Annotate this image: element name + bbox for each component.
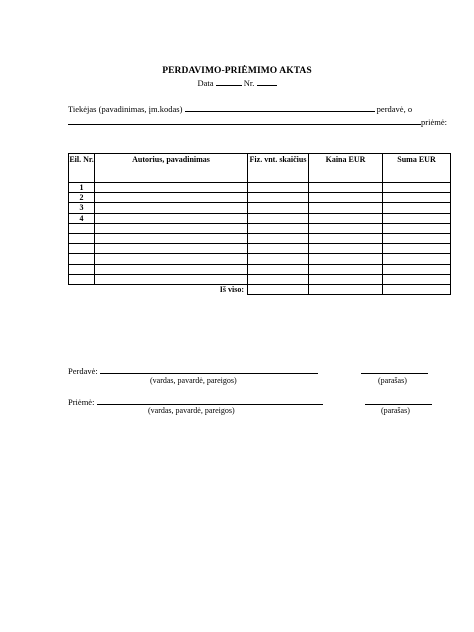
transferred-signature-hint: (parašas) (378, 376, 407, 385)
row-number (69, 223, 95, 233)
date-number-line (0, 77, 474, 88)
table-row (69, 244, 451, 254)
date-label: Data (197, 78, 214, 88)
cell-quantity[interactable] (248, 183, 309, 193)
received-text: priėmė: (421, 117, 447, 127)
table-row (69, 223, 451, 233)
cell-quantity[interactable] (248, 254, 309, 264)
cell-author-title[interactable] (95, 193, 248, 203)
cell-price[interactable] (309, 254, 383, 264)
supplier-blank (185, 103, 375, 112)
cell-quantity[interactable] (248, 203, 309, 213)
cell-quantity[interactable] (248, 193, 309, 203)
cell-author-title[interactable] (95, 183, 248, 193)
cell-price[interactable] (309, 244, 383, 254)
transferred-name-hint: (vardas, pavardė, pareigos) (150, 376, 237, 385)
cell-price[interactable] (309, 203, 383, 213)
cell-sum[interactable] (383, 183, 451, 193)
cell-sum[interactable] (383, 203, 451, 213)
cell-price[interactable] (309, 193, 383, 203)
cell-sum[interactable] (383, 193, 451, 203)
cell-sum[interactable] (383, 213, 451, 223)
cell-author-title[interactable] (95, 233, 248, 243)
header-quantity: Fiz. vnt. skaičius (248, 154, 309, 183)
nr-blank (257, 77, 277, 86)
received-name-blank[interactable] (97, 396, 323, 405)
cell-price[interactable] (309, 233, 383, 243)
received-label: Priėmė: (68, 397, 95, 407)
supplier-label: Tiekėjas (pavadinimas, įm.kodas) (68, 104, 183, 114)
header-nr: Eil. Nr. (69, 154, 95, 183)
row-number (69, 264, 95, 274)
cell-author-title[interactable] (95, 254, 248, 264)
received-name-hint: (vardas, pavardė, pareigos) (148, 406, 235, 415)
total-label: Iš viso: (69, 284, 248, 294)
document-title: PERDAVIMO-PRIĖMIMO AKTAS (162, 66, 312, 76)
row-number: 3 (69, 203, 95, 213)
cell-quantity[interactable] (248, 264, 309, 274)
cell-price[interactable] (309, 274, 383, 284)
transferred-signature-line (68, 365, 318, 376)
row-number (69, 244, 95, 254)
receiver-blank (68, 116, 421, 125)
row-number: 2 (69, 193, 95, 203)
total-sum[interactable] (383, 284, 451, 294)
received-signature-hint: (parašas) (381, 406, 410, 415)
nr-label: Nr. (243, 78, 255, 88)
table-row (69, 254, 451, 264)
header-sum: Suma EUR (383, 154, 451, 183)
total-quantity[interactable] (248, 284, 309, 294)
received-signature-blank[interactable] (365, 396, 432, 405)
cell-quantity[interactable] (248, 233, 309, 243)
cell-author-title[interactable] (95, 264, 248, 274)
cell-price[interactable] (309, 213, 383, 223)
cell-sum[interactable] (383, 233, 451, 243)
cell-quantity[interactable] (248, 213, 309, 223)
cell-quantity[interactable] (248, 223, 309, 233)
row-number: 1 (69, 183, 95, 193)
cell-sum[interactable] (383, 244, 451, 254)
cell-price[interactable] (309, 183, 383, 193)
row-number (69, 274, 95, 284)
cell-sum[interactable] (383, 254, 451, 264)
cell-sum[interactable] (383, 274, 451, 284)
cell-author-title[interactable] (95, 244, 248, 254)
total-price[interactable] (309, 284, 383, 294)
receiver-line (68, 116, 447, 127)
header-author-title: Autorius, pavadinimas (95, 154, 248, 183)
cell-author-title[interactable] (95, 274, 248, 284)
cell-sum[interactable] (383, 264, 451, 274)
header-price: Kaina EUR (309, 154, 383, 183)
table-row (69, 264, 451, 274)
transferred-label: Perdavė: (68, 366, 98, 376)
table-row (69, 193, 451, 203)
table-row (69, 274, 451, 284)
transferred-signature-blank[interactable] (361, 365, 428, 374)
table-row (69, 183, 451, 193)
cell-author-title[interactable] (95, 213, 248, 223)
cell-sum[interactable] (383, 223, 451, 233)
cell-price[interactable] (309, 223, 383, 233)
cell-quantity[interactable] (248, 274, 309, 284)
cell-price[interactable] (309, 264, 383, 274)
table-row (69, 233, 451, 243)
supplier-line (68, 103, 413, 114)
table-row (69, 213, 451, 223)
cell-author-title[interactable] (95, 203, 248, 213)
cell-quantity[interactable] (248, 244, 309, 254)
row-number (69, 233, 95, 243)
total-row (69, 284, 451, 294)
transferred-name-blank[interactable] (100, 365, 318, 374)
row-number: 4 (69, 213, 95, 223)
date-blank (216, 77, 242, 86)
row-number (69, 254, 95, 264)
items-table (68, 153, 451, 295)
table-header-row (69, 154, 451, 183)
table-row (69, 203, 451, 213)
transferred-text: perdavė, o (376, 104, 413, 114)
cell-author-title[interactable] (95, 223, 248, 233)
